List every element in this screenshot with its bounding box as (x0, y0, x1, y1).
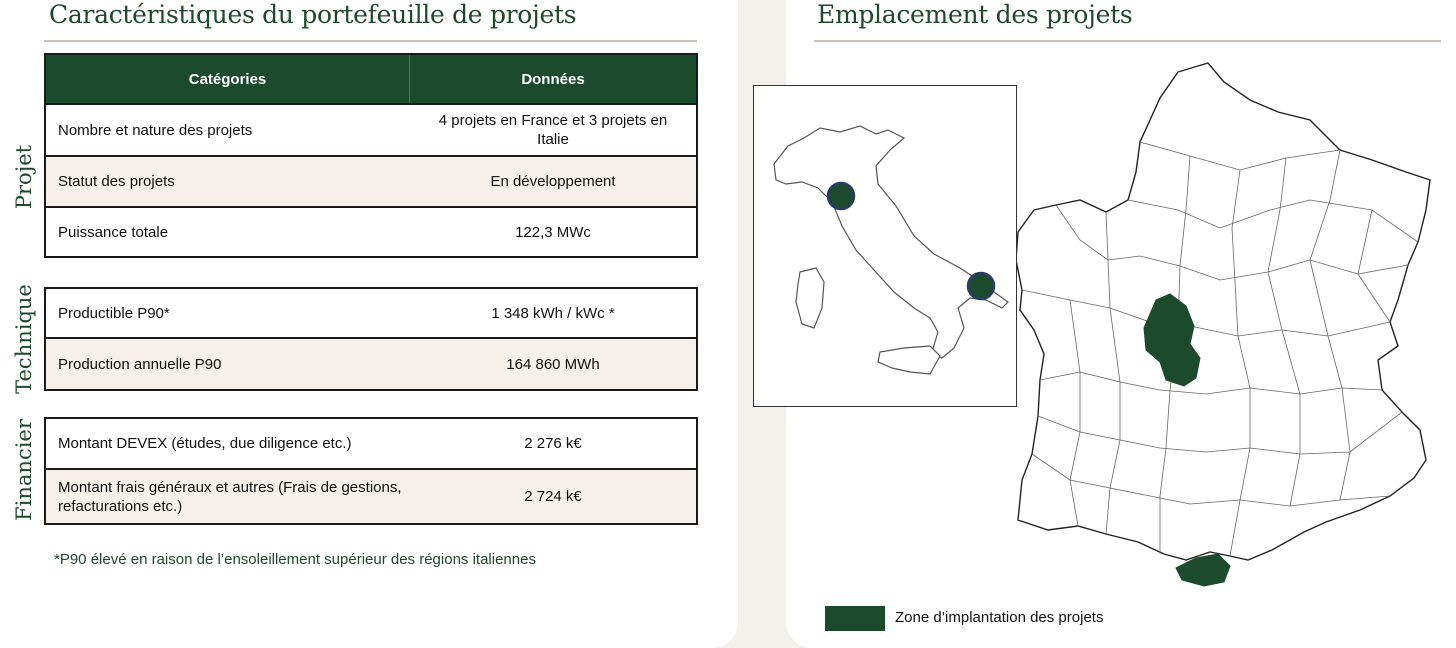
footnote: *P90 élevé en raison de l’ensoleillement supérieur des régions italiennes (54, 551, 536, 568)
legend-label: Zone d’implantation des projets (895, 609, 1104, 626)
row-value: 1 348 kWh / kWc * (491, 304, 615, 322)
sardinia-outline (796, 268, 824, 328)
row-value: 122,3 MWc (515, 223, 591, 241)
table-row (46, 208, 696, 256)
legend-swatch (825, 606, 885, 631)
row-value: 164 860 MWh (506, 355, 600, 373)
row-category: Nombre et nature des projets (58, 121, 253, 139)
title-divider (44, 40, 697, 42)
row-category: Productible P90* (58, 304, 170, 322)
table-header-row (46, 55, 696, 105)
section-label-technique: Technique (12, 284, 36, 394)
section-label-financier: Financier (12, 419, 36, 521)
row-category: Montant DEVEX (études, due diligence etc.) (58, 435, 352, 452)
row-category: Puissance totale (58, 223, 169, 241)
location-title: Emplacement des projets (817, 0, 1133, 29)
row-category: Production annuelle P90 (58, 355, 222, 373)
row-category: Montant frais généraux et autres (Frais de gestions, refacturations etc.) (58, 478, 402, 515)
header-donnees: Données (521, 70, 585, 88)
header-categories: Catégories (46, 55, 410, 103)
project-marker-tuscany (828, 183, 854, 209)
row-category: Statut des projets (58, 173, 175, 190)
table-row (46, 289, 696, 339)
portfolio-title: Caractéristiques du portefeuille de projets (49, 0, 577, 29)
table-row (46, 105, 696, 157)
table-row (46, 419, 696, 470)
table-row (46, 470, 696, 523)
table-row (46, 339, 696, 389)
project-marker-puglia (968, 273, 994, 299)
row-value: 2 276 k€ (524, 435, 582, 452)
projet-table (44, 53, 698, 258)
technique-table (44, 287, 698, 391)
italy-inset (753, 85, 1017, 407)
row-value: 4 projets en France et 3 projets en Italie (438, 112, 668, 148)
table-row (46, 157, 696, 208)
row-value: En développement (490, 173, 616, 190)
title-divider (814, 40, 1441, 42)
row-value: 2 724 k€ (524, 488, 582, 505)
sicily-outline (878, 346, 940, 374)
italy-map (754, 86, 1016, 406)
france-outline (1016, 63, 1430, 560)
france-map (1010, 60, 1440, 595)
section-label-projet: Projet (12, 144, 36, 210)
financier-table (44, 417, 698, 525)
